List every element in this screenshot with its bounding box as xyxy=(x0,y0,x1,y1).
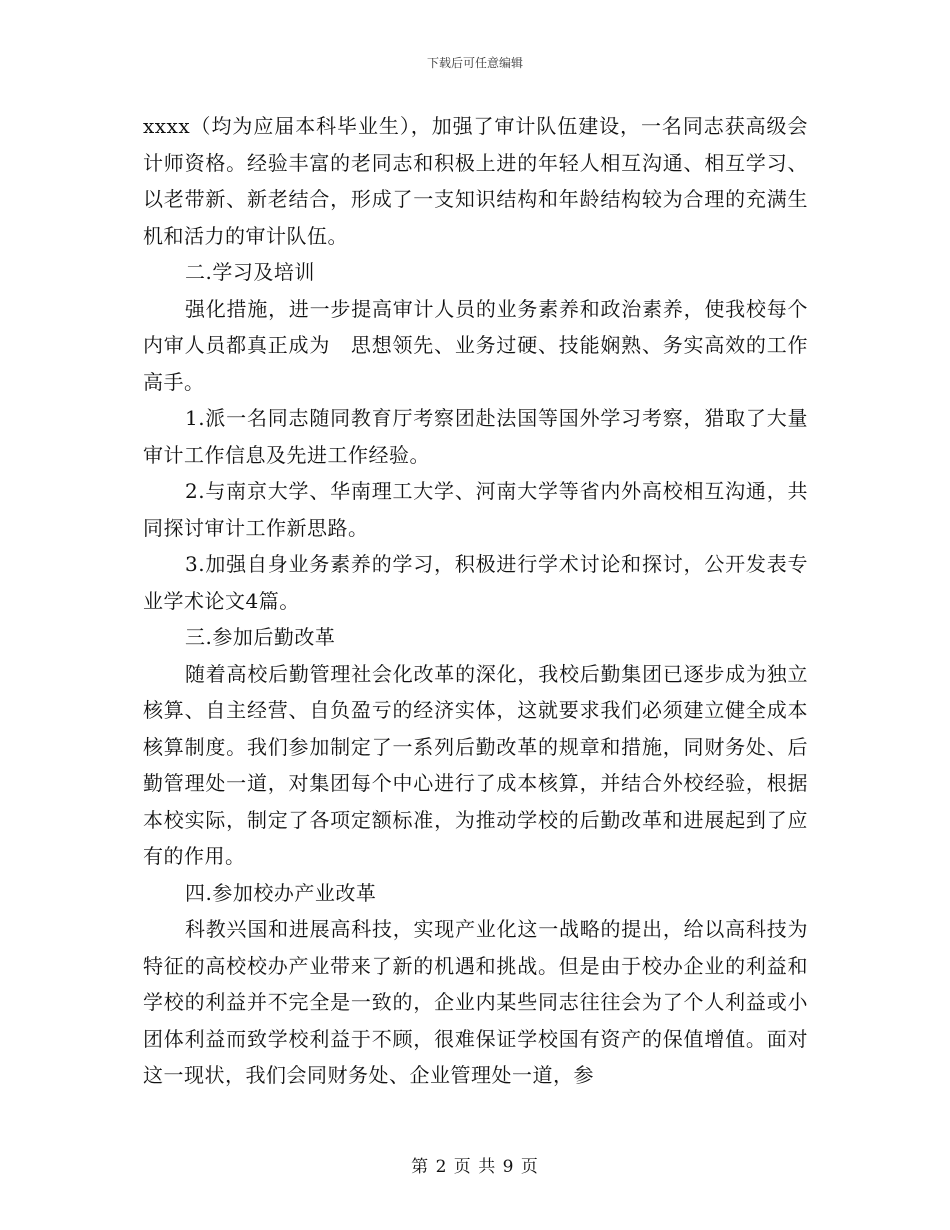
paragraph-2: 强化措施，进一步提高审计人员的业务素养和政治素养，使我校每个内审人员都真正成为 思想领先、业务过硬、技能娴熟、务实高效的工作高手。 xyxy=(143,296,808,394)
paragraph-4: 科教兴国和进展高科技，实现产业化这一战略的提出，给以高科技为特征的高校校办产业带来了新的机遇和挑战。但是由于校办企业的利益和学校的利益并不完全是一致的，企业内某些同志往往会为了个人利益或小团体利益而致学校利益于不顾，很难保证学校国有资产的保值增值。面对这一现状，我们会同财务处、企业管理处一道，参 xyxy=(143,917,808,1087)
paragraph-3: 随着高校后勤管理社会化改革的深化，我校后勤集团已逐步成为独立核算、自主经营、自负盈亏的经济实体，这就要求我们必须建立健全成本核算制度。我们参加制定了一系列后勤改革的规章和措施，同财务处、后勤管理处一道，对集团每个中心进行了成本核算，并结合外校经验，根据本校实际，制定了各项定额标准，为推动学校的后勤改革和进展起到了应有的作用。 xyxy=(143,661,808,868)
page-number: 第 2 页 共 9 页 xyxy=(411,1157,539,1177)
document-body xyxy=(143,108,808,1094)
section-heading-3: 三.参加后勤改革 xyxy=(185,625,336,649)
list-item-2: 2.与南京大学、华南理工大学、河南大学等省内外高校相互沟通，共同探讨审计工作新思路。 xyxy=(143,479,808,540)
list-item-3: 3.加强自身业务素养的学习，积极进行学术讨论和探讨，公开发表专业学术论文4篇。 xyxy=(143,552,808,613)
section-heading-4: 四.参加校办产业改革 xyxy=(185,880,377,905)
paragraph-1: xxxx（均为应届本科毕业生），加强了审计队伍建设，一名同志获高级会计师资格。经验丰富的老同志和积极上进的年轻人相互沟通、相互学习、以老带新、新老结合，形成了一支知识结构和年龄结构较为合理的充满生机和活力的审计队伍。 xyxy=(143,114,808,248)
section-heading-2: 二.学习及培训 xyxy=(185,260,315,284)
page-header: 下载后可任意编辑 xyxy=(426,56,523,70)
list-item-1: 1.派一名同志随同教育厅考察团赴法国等国外学习考察，猎取了大量审计工作信息及先进工作经验。 xyxy=(143,406,808,467)
